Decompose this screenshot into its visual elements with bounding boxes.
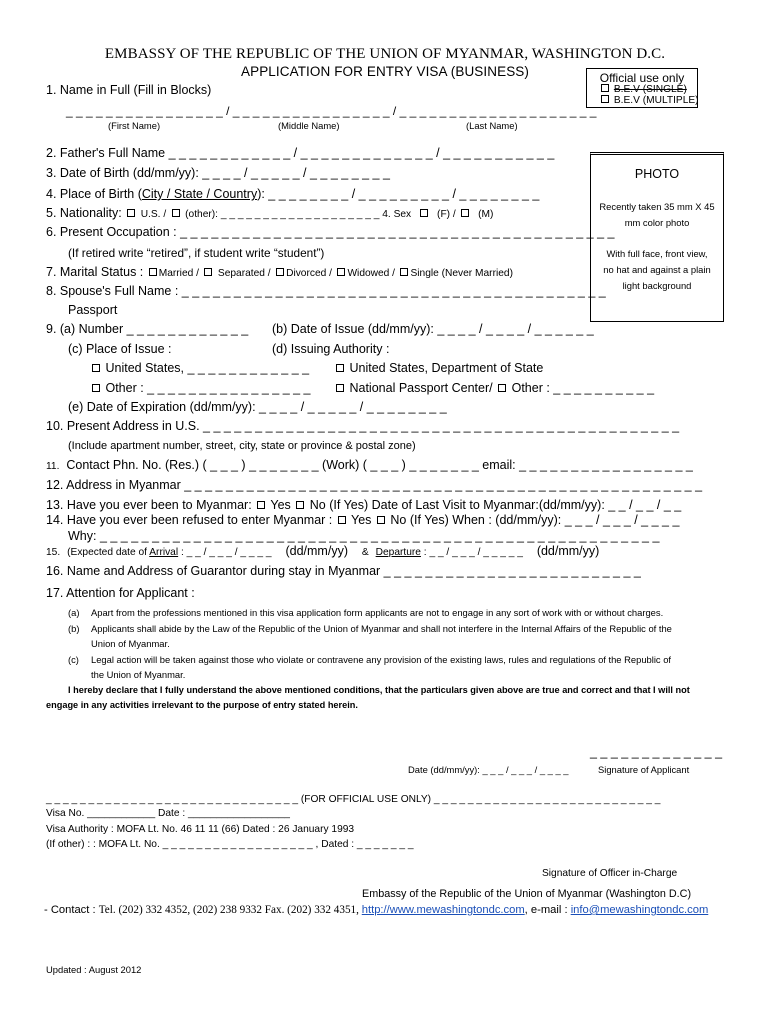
clause-b: Union of Myanmar. <box>91 638 170 649</box>
myanmar-address-field[interactable]: 12. Address in Myanmar _ _ _ _ _ _ _ _ _ _ _ _ _ _ _ _ _ _ _ _ _ _ _ _ _ _ _ _ _ _ _ _ _ _ _ _ _ _ _ _ _ _ _ _ _ _ _ _ _ _ <box>46 478 703 492</box>
occupation-note: (If retired write “retired”, if student write “student”) <box>68 246 325 260</box>
date-of-expiration-field[interactable]: (e) Date of Expiration (dd/mm/yy): _ _ _ _ / _ _ _ _ _ / _ _ _ _ _ _ _ _ <box>68 400 447 414</box>
nationality-us-checkbox[interactable] <box>127 209 135 217</box>
refused-entry-row: 14. Have you ever been refused to enter Myanmar : Yes No (If Yes) When : (dd/mm/yy): _ _ _ / _ _ _ / _ _ _ _ <box>46 513 680 527</box>
photo-instruction: mm color photo <box>624 217 690 228</box>
first-name-label: (First Name) <box>108 120 161 131</box>
travel-dates-row[interactable]: 15. (Expected date of Arrival : _ _ / _ _ _ / _ _ _ _ (dd/mm/yy) & Departure : _ _ / _ _ _ / _ _ _ _ _ (dd/mm/yy) <box>46 544 600 558</box>
issue-place-other-option[interactable]: Other : _ _ _ _ _ _ _ _ _ _ _ _ _ _ _ _ <box>90 381 311 395</box>
photo-instruction: no hat and against a plain <box>603 264 711 275</box>
checkbox-icon[interactable] <box>336 364 344 372</box>
marital-status-row: 7. Marital Status : Married / Separated / Divorced / Widowed / Single (Never Married) <box>46 265 513 279</box>
clause-c: Legal action will be taken against those who violate or contravene any provision of the existing laws, rules and regulations of the Republic of <box>91 654 672 665</box>
official-use-title: Official use only <box>599 71 685 85</box>
refusal-reason-field[interactable]: Why: _ _ _ _ _ _ _ _ _ _ _ _ _ _ _ _ _ _ _ _ _ _ _ _ _ _ _ _ _ _ _ _ _ _ _ _ _ _ _ _ _ _ _ _ _ _ _ _ _ _ _ _ _ _ <box>68 529 660 543</box>
photo-instruction: With full face, front view, <box>606 248 708 259</box>
official-use-box <box>586 68 698 108</box>
sex-male-checkbox[interactable] <box>461 209 469 217</box>
fathers-name-field[interactable]: 2. Father's Full Name _ _ _ _ _ _ _ _ _ _ _ _ / _ _ _ _ _ _ _ _ _ _ _ _ _ / _ _ _ _ _ _ _ _ _ _ _ <box>46 146 555 160</box>
place-of-issue-label: (c) Place of Issue : <box>68 342 172 356</box>
clause-a: Apart from the professions mentioned in this visa application form applicants are not to engage in any sort of work with or without charges. <box>91 607 664 618</box>
declaration-text: I hereby declare that I fully understand the above mentioned conditions, that the particulars given above are true and correct and that I will not <box>68 685 690 695</box>
clause-label: (b) <box>68 623 80 634</box>
nationality-sex-row: 5. Nationality: U.S. / (other): _ _ _ _ _ _ _ _ _ _ _ _ _ _ _ _ _ _ _ 4. Sex (F) / (M) <box>46 206 494 220</box>
date-of-issue-field[interactable]: (b) Date of Issue (dd/mm/yy): _ _ _ _ / _ _ _ _ / _ _ _ _ _ _ <box>272 322 594 336</box>
embassy-name: Embassy of the Republic of the Union of Myanmar (Washington D.C) <box>362 888 692 900</box>
bev-single-option[interactable]: B.E.V (SINGLE) <box>599 84 687 95</box>
clause-label: (c) <box>68 654 79 665</box>
been-to-myanmar-row: 13. Have you ever been to Myanmar: Yes No (If Yes) Date of Last Visit to Myanmar:(dd/mm/yy): _ _ / _ _ / _ _ <box>46 498 682 512</box>
officer-signature-label: Signature of Officer in-Charge <box>542 868 678 879</box>
embassy-title: EMBASSY OF THE REPUBLIC OF THE UNION OF MYANMAR, WASHINGTON D.C. <box>104 46 666 62</box>
widowed-checkbox[interactable] <box>337 268 345 276</box>
email-link[interactable]: info@mewashingtondc.com <box>570 904 709 916</box>
present-occupation-field[interactable]: 6. Present Occupation : _ _ _ _ _ _ _ _ _ _ _ _ _ _ _ _ _ _ _ _ _ _ _ _ _ _ _ _ _ _ _ _ _ _ _ _ _ _ _ _ _ _ <box>46 225 615 239</box>
photo-instruction: Recently taken 35 mm X 45 <box>599 201 715 212</box>
nationality-other-checkbox[interactable] <box>172 209 180 217</box>
authority-npc-option[interactable]: National Passport Center/ Other : _ _ _ _ _ _ _ _ _ _ <box>334 381 654 395</box>
place-of-birth-field[interactable]: 4. Place of Birth (City / State / Country): _ _ _ _ _ _ _ _ / _ _ _ _ _ _ _ _ _ / _ _ _ _ _ _ _ _ <box>46 187 540 201</box>
guarantor-field[interactable]: 16. Name and Address of Guarantor during stay in Myanmar _ _ _ _ _ _ _ _ _ _ _ _ _ _ _ _ _ _ _ _ _ _ _ _ _ <box>46 564 641 578</box>
checkbox-icon[interactable] <box>92 384 100 392</box>
date-of-birth-field[interactable]: 3. Date of Birth (dd/mm/yy): _ _ _ _ / _ _ _ _ _ / _ _ _ _ _ _ _ _ <box>46 166 390 180</box>
checkbox-icon[interactable] <box>601 84 609 92</box>
name-in-full-field[interactable]: _ _ _ _ _ _ _ _ _ _ _ _ _ _ _ _ / _ _ _ _ _ _ _ _ _ _ _ _ _ _ _ _ / _ _ _ _ _ _ _ _ _ _ _ _ _ _ _ _ _ _ _ _ <box>66 104 597 118</box>
clause-c: the Union of Myanmar. <box>91 669 186 680</box>
checkbox-icon[interactable] <box>336 384 344 392</box>
us-address-field[interactable]: 10. Present Address in U.S. _ _ _ _ _ _ _ _ _ _ _ _ _ _ _ _ _ _ _ _ _ _ _ _ _ _ _ _ _ _ _ _ _ _ _ _ _ _ _ _ _ _ _ _ _ _ <box>46 419 680 433</box>
name-in-full-label: 1. Name in Full (Fill in Blocks) <box>46 83 212 97</box>
refused-yes-checkbox[interactable] <box>338 516 346 524</box>
website-link[interactable]: http://www.mewashingtondc.com <box>361 904 525 916</box>
declaration-text: engage in any activities irrelevant to the purpose of entry stated herein. <box>46 700 358 710</box>
middle-name-label: (Middle Name) <box>278 120 340 131</box>
applicant-signature-label: Signature of Applicant <box>598 764 690 775</box>
other-authority-field: (If other) : : MOFA Lt. No. _ _ _ _ _ _ _ _ _ _ _ _ _ _ _ _ _ _ , Dated : _ _ _ _ _ _ _ <box>46 839 414 850</box>
divorced-checkbox[interactable] <box>276 268 284 276</box>
spouse-name-field[interactable]: 8. Spouse's Full Name : _ _ _ _ _ _ _ _ _ _ _ _ _ _ _ _ _ _ _ _ _ _ _ _ _ _ _ _ _ _ _ _ _ _ _ _ _ _ _ _ _ <box>46 284 606 298</box>
official-use-divider: _ _ _ _ _ _ _ _ _ _ _ _ _ _ _ _ _ _ _ _ _ _ _ _ _ _ _ _ _ _ (FOR OFFICIAL USE ONLY) _ _ _ _ _ _ _ _ _ _ _ _ _ _ _ _ _ _ _ _ _ _ _ _ _ _ _ <box>46 794 661 805</box>
attention-heading: 17. Attention for Applicant : <box>46 586 195 600</box>
address-note: (Include apartment number, street, city, state or province & postal zone) <box>68 440 416 452</box>
photo-title: PHOTO <box>634 167 680 181</box>
authority-us-dept-option[interactable]: United States, Department of State <box>334 361 543 375</box>
checkbox-icon[interactable] <box>498 384 506 392</box>
refused-no-checkbox[interactable] <box>377 516 385 524</box>
visited-yes-checkbox[interactable] <box>257 501 265 509</box>
issuing-authority-label: (d) Issuing Authority : <box>272 342 390 356</box>
visited-no-checkbox[interactable] <box>296 501 304 509</box>
photo-instruction: light background <box>622 280 692 291</box>
passport-number-field[interactable]: 9. (a) Number _ _ _ _ _ _ _ _ _ _ _ _ <box>46 322 249 336</box>
visa-authority: Visa Authority : MOFA Lt. No. 46 11 11 (66) Dated : 26 January 1993 <box>46 824 355 835</box>
checkbox-icon[interactable] <box>92 364 100 372</box>
clause-label: (a) <box>68 607 80 618</box>
last-name-label: (Last Name) <box>466 120 518 131</box>
passport-heading: Passport <box>68 303 118 317</box>
updated-date: Updated : August 2012 <box>46 964 142 975</box>
visa-number-field: Visa No. ____________ Date : __________________ <box>46 808 290 819</box>
sex-female-checkbox[interactable] <box>420 209 428 217</box>
signature-date-field[interactable]: Date (dd/mm/yy): _ _ _ / _ _ _ / _ _ _ _ <box>408 764 569 775</box>
single-checkbox[interactable] <box>400 268 408 276</box>
issue-place-us-option[interactable]: United States, _ _ _ _ _ _ _ _ _ _ _ _ <box>90 361 309 375</box>
contact-line: - Contact : Tel. (202) 332 4352, (202) 238 9332 Fax. (202) 332 4351, http://www.mewashingtondc.com, e-mail : info@mewashingtondc.com <box>44 904 709 916</box>
checkbox-icon[interactable] <box>601 95 609 103</box>
form-title: APPLICATION FOR ENTRY VISA (BUSINESS) <box>240 64 530 79</box>
applicant-signature-line[interactable]: _ _ _ _ _ _ _ _ _ _ _ _ _ <box>590 745 723 759</box>
separated-checkbox[interactable] <box>204 268 212 276</box>
bev-multiple-option[interactable]: B.E.V (MULTIPLE) <box>599 95 699 106</box>
clause-b: Applicants shall abide by the Law of the Republic of the Union of Myanmar and shall not interfere in the Internal Affairs of the Republic of the <box>91 623 672 634</box>
contact-phone-row[interactable]: 11. Contact Phn. No. (Res.) ( _ _ _ ) _ _ _ _ _ _ _ (Work) ( _ _ _ ) _ _ _ _ _ _ _ email: _ _ _ _ _ _ _ _ _ _ _ _ _ _ _ _ _ <box>46 458 693 472</box>
married-checkbox[interactable] <box>149 268 157 276</box>
